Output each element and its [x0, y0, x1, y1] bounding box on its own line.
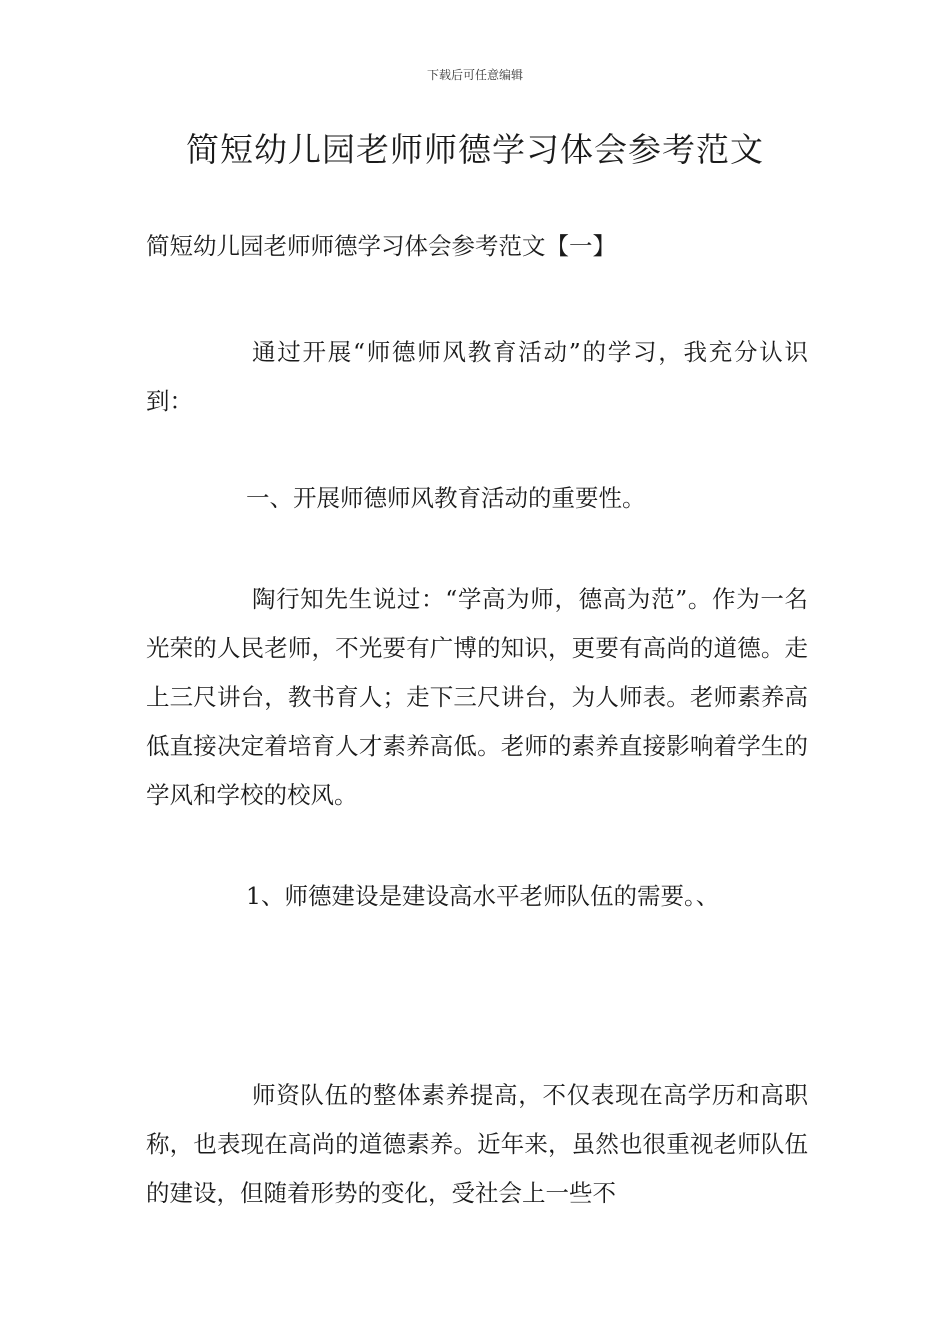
paragraph-faculty: 师资队伍的整体素养提高，不仅表现在高学历和高职称，也表现在高尚的道德素养。近年来，虽然也很重视老师队伍的建设，但随着形势的变化，受社会上一些不	[146, 1081, 808, 1207]
paragraph-quote: 陶行知先生说过：“学高为师，德高为范”。作为一名光荣的人民老师，不光要有广博的知识，更要有高尚的道德。走上三尺讲台，教书育人；走下三尺讲台，为人师表。老师素养高低直接决定着培育人才素养高低。老师的素养直接影响着学生的学风和学校的校风。	[146, 585, 808, 809]
download-note: 下载后可任意编辑	[426, 68, 523, 82]
heading-point-1: 1、师德建设是建设高水平老师队伍的需要。、	[246, 882, 720, 910]
paragraph-intro: 通过开展“师德师风教育活动”的学习，我充分认识到：	[146, 338, 808, 415]
document-title: 简短幼儿园老师师德学习体会参考范文	[186, 130, 764, 169]
section-subtitle: 简短幼儿园老师师德学习体会参考范文【一】	[146, 232, 616, 260]
heading-importance: 一、开展师德师风教育活动的重要性。	[246, 484, 646, 512]
